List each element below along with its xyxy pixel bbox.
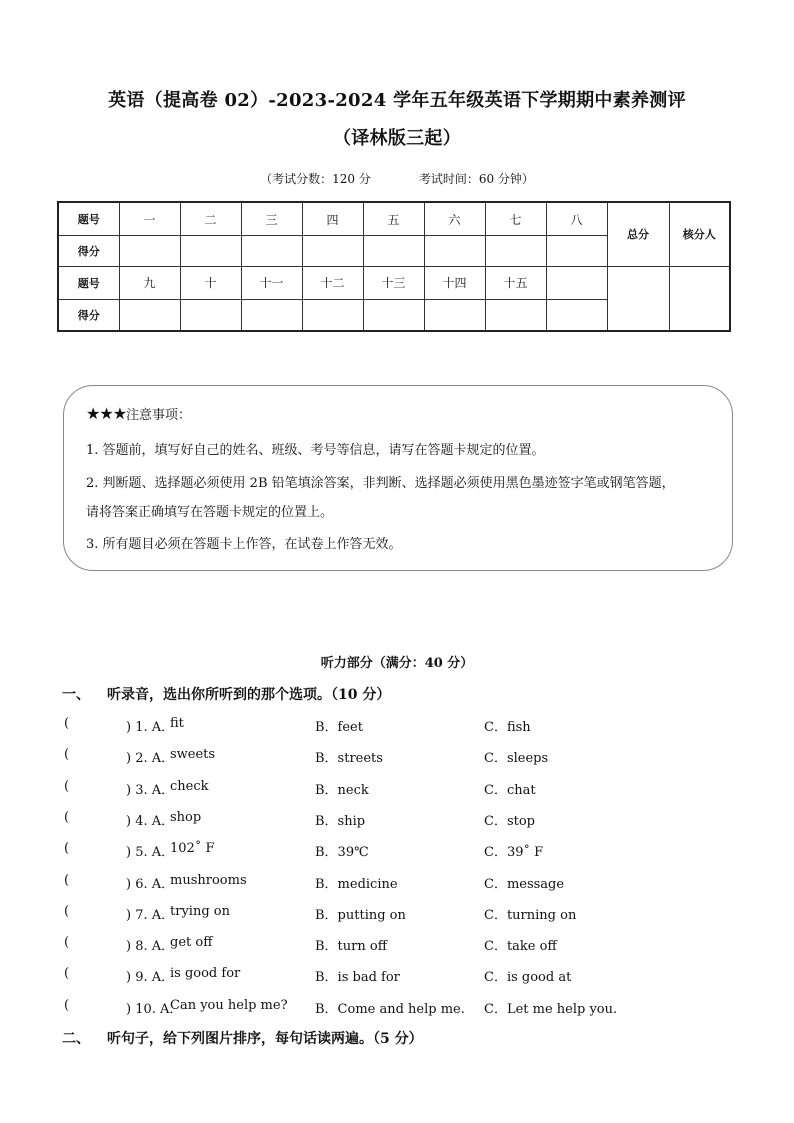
notice-item-1: 1. 答题前，填写好自己的姓名、班级、考号等信息，请写在答题卡规定的位置。: [86, 443, 545, 458]
listening-section-title: 听力部分（满分：40 分）: [320, 656, 474, 671]
score-cell: [302, 236, 363, 267]
score-cell: [363, 299, 424, 331]
question-number: ) 6. A．: [126, 876, 175, 892]
option-b: B．neck: [315, 782, 369, 798]
answer-blank[interactable]: (: [64, 809, 70, 825]
row-label-question: 题号: [58, 202, 119, 236]
answer-blank[interactable]: (: [64, 872, 70, 888]
option-b: B．putting on: [315, 907, 406, 923]
option-c: C．chat: [484, 782, 536, 798]
question-number: ) 2. A．: [126, 751, 175, 767]
option-b: B．medicine: [315, 876, 398, 892]
option-a: mushrooms: [170, 872, 247, 888]
option-a: is good for: [170, 966, 241, 982]
question-number: ) 10. A．: [126, 1001, 183, 1017]
question-row: [64, 966, 764, 986]
option-b: B．turn off: [315, 939, 387, 955]
col-header: 九: [119, 266, 180, 299]
answer-blank[interactable]: (: [64, 903, 70, 919]
col-header: [546, 266, 607, 299]
question-row: [64, 841, 764, 861]
score-cell: [424, 236, 485, 267]
col-header: 八: [546, 202, 607, 236]
score-cell: [241, 299, 302, 331]
col-header: 三: [241, 202, 302, 236]
option-c: C．turning on: [484, 907, 577, 923]
option-a: shop: [170, 809, 202, 825]
question-row: [64, 998, 764, 1018]
score-cell: [546, 236, 607, 267]
col-header: 六: [424, 202, 485, 236]
col-header: 十三: [363, 266, 424, 299]
col-header: 十: [180, 266, 241, 299]
col-header: 一: [119, 202, 180, 236]
notice-item-2-cont: 请将答案正确填写在答题卡规定的位置上。: [86, 505, 334, 520]
notice-box: [63, 385, 733, 571]
score-cell: [119, 299, 180, 331]
exam-subtitle: （译林版三起）: [332, 128, 462, 149]
row-label-question: 题号: [58, 266, 119, 299]
notice-heading: ★★★注意事项：: [86, 404, 192, 423]
score-cell: [485, 236, 546, 267]
score-cell: [485, 299, 546, 331]
score-info: （考试分数：120 分: [260, 172, 371, 186]
score-cell: [119, 236, 180, 267]
option-c: C．Let me help you.: [484, 1001, 618, 1017]
option-b: B．Come and help me.: [315, 1001, 465, 1017]
option-c: C．fish: [484, 720, 531, 735]
answer-blank[interactable]: (: [64, 778, 70, 794]
question-row: [64, 904, 764, 924]
option-c: C．39˚ F: [484, 845, 544, 861]
option-c: C．stop: [484, 813, 535, 829]
total-score-header: 总分: [607, 202, 669, 266]
row-label-score: 得分: [58, 299, 119, 331]
score-cell: [363, 236, 424, 267]
option-b: B．streets: [315, 751, 383, 767]
part-1-heading: 一、 听录音，选出你所听到的那个选项。（10 分）: [62, 687, 391, 703]
score-cell: [180, 299, 241, 331]
option-c: C．is good at: [484, 970, 572, 986]
time-info: 考试时间：60 分钟）: [418, 172, 534, 186]
option-a: check: [170, 778, 209, 794]
answer-blank[interactable]: (: [64, 841, 70, 857]
question-row: [64, 716, 764, 736]
option-b: B．39℃: [315, 845, 369, 861]
question-number: ) 1. A．: [126, 720, 175, 735]
question-number: ) 7. A．: [126, 907, 175, 923]
score-cell: [241, 236, 302, 267]
score-table: [57, 201, 731, 332]
row-label-score: 得分: [58, 236, 119, 267]
notice-item-2: 2. 判断题、选择题必须使用 2B 铅笔填涂答案，非判断、选择题必须使用黑色墨迹签字笔或钢笔答题，: [86, 476, 675, 491]
question-row: [64, 810, 764, 830]
col-header: 七: [485, 202, 546, 236]
option-c: C．sleeps: [484, 751, 549, 767]
score-cell: [424, 299, 485, 331]
question-number: ) 9. A．: [126, 970, 175, 986]
question-row: [64, 935, 764, 955]
answer-blank[interactable]: (: [64, 997, 70, 1013]
answer-blank[interactable]: (: [64, 966, 70, 982]
col-header: 五: [363, 202, 424, 236]
answer-blank[interactable]: (: [64, 935, 70, 951]
col-header: 十二: [302, 266, 363, 299]
answer-blank[interactable]: (: [64, 716, 70, 731]
option-b: B．feet: [315, 720, 363, 735]
star-icon: ★★★: [86, 404, 127, 423]
score-cell: [546, 299, 607, 331]
score-cell: [180, 236, 241, 267]
part-2-heading: 二、 听句子，给下列图片排序，每句话读两遍。（5 分）: [62, 1031, 423, 1047]
answer-blank[interactable]: (: [64, 747, 70, 763]
col-header: 十四: [424, 266, 485, 299]
option-a: 102˚ F: [170, 841, 215, 857]
option-c: C．message: [484, 876, 565, 892]
option-a: fit: [170, 716, 184, 731]
col-header: 十五: [485, 266, 546, 299]
question-row: [64, 747, 764, 767]
exam-meta: [0, 170, 794, 187]
checker-header: 核分人: [669, 202, 730, 266]
col-header: 十一: [241, 266, 302, 299]
option-a: sweets: [170, 747, 216, 763]
question-number: ) 4. A．: [126, 813, 175, 829]
col-header: 二: [180, 202, 241, 236]
col-header: 四: [302, 202, 363, 236]
option-b: B．is bad for: [315, 970, 400, 986]
option-b: B．ship: [315, 813, 366, 829]
option-a: trying on: [170, 903, 230, 919]
exam-title: 英语（提高卷 02）-2023-2024 学年五年级英语下学期期中素养测评: [108, 90, 686, 111]
total-score-cell: [607, 266, 669, 331]
score-cell: [302, 299, 363, 331]
option-a: get off: [170, 935, 213, 951]
question-number: ) 3. A．: [126, 782, 175, 798]
question-row: [64, 779, 764, 799]
option-c: C．take off: [484, 939, 557, 955]
option-a: Can you help me?: [170, 997, 288, 1013]
checker-cell: [669, 266, 730, 331]
notice-item-3: 3. 所有题目必须在答题卡上作答，在试卷上作答无效。: [86, 537, 402, 552]
question-row: [64, 873, 764, 893]
question-number: ) 5. A．: [126, 845, 175, 861]
question-number: ) 8. A．: [126, 939, 175, 955]
